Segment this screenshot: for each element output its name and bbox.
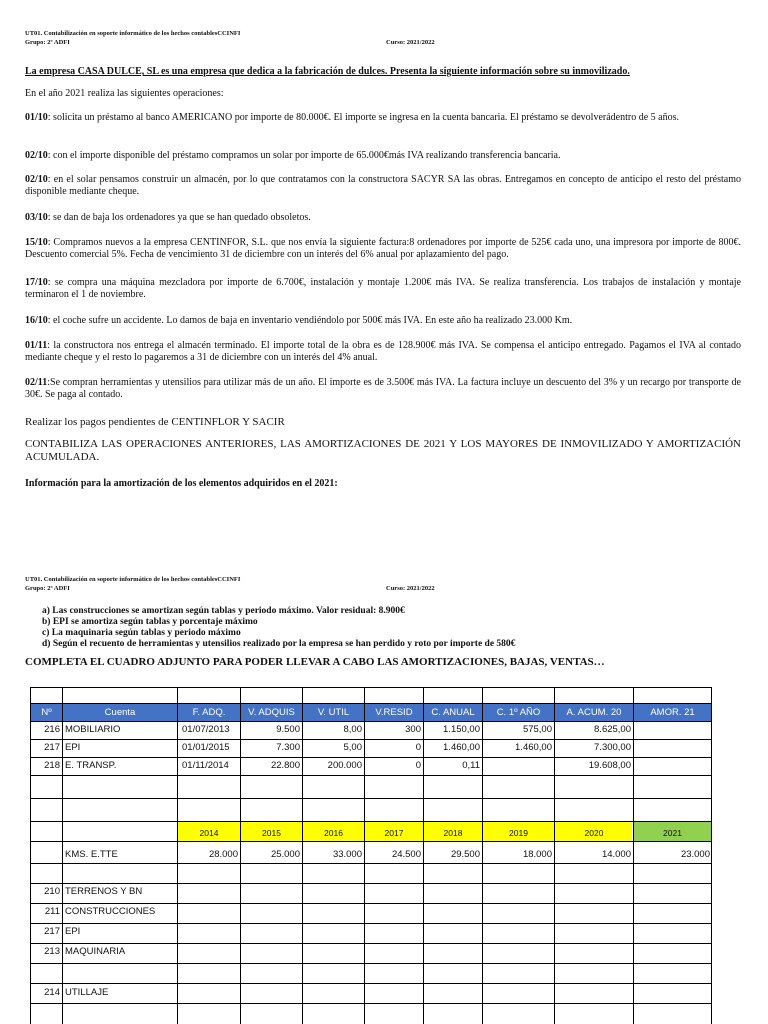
grid-line (30, 703, 712, 704)
intro-text: En el año 2021 realiza las siguientes operaciones: (25, 88, 224, 99)
grid-line (30, 983, 712, 984)
grid-line (30, 687, 31, 1024)
kms-label: KMS. E.TTE (65, 849, 118, 860)
operation-text: : solicita un préstamo al banco AMERICANO por importe de 80.000€. El importe se ingresa en la cuenta bancaria. El préstamo se devolverádentro de 5 años. (47, 112, 679, 123)
operation-3 (25, 174, 741, 197)
kms-cell: 18.000 (522, 849, 552, 860)
account-num: 211 (44, 906, 60, 917)
table-cell: 0 (415, 742, 421, 753)
operation-6 (25, 277, 741, 300)
amort-rule: c) La maquinaria según tablas y periodo máximo (42, 628, 241, 638)
col-header-a-acum: A. ACUM. 20 (566, 707, 622, 718)
grid-line (62, 687, 63, 1024)
operation-5 (25, 237, 741, 260)
col-header-v-resid: V.RESID (375, 707, 413, 718)
col-header-c-anual: C. ANUAL (431, 707, 475, 718)
table-cell: 1.150,00 (443, 724, 480, 735)
year-cell: 2017 (384, 828, 404, 838)
table-cell: 0 (415, 760, 421, 771)
col-header-amor21: AMOR. 21 (650, 707, 695, 718)
operation-text: : con el importe disponible del préstamo compramos un solar por importe de 65.000€más IVA realizando transferencia bancaria. (47, 150, 561, 161)
kms-cell: 24.500 (391, 849, 421, 860)
table-cell: 5,00 (343, 742, 362, 753)
operation-text: : se compra una máquina mezcladora por importe de 6.700€, instalación y montaje 1.200€ más IVA. Se realiza transferencia. Los trabajos de instalación y montaje terminaron el 1 de noviembre. (25, 277, 741, 300)
table-cell: 19.608,00 (588, 760, 631, 771)
operation-text: : la constructora nos entrega el almacén terminado. El importe total de la obra es de 128.900€ más IVA. Se compensa el anticipo entregado. Pagamos el IVA al contado mediante cheque y el resto lo pagaremos a 31 de diciembre con un interés del 4% anual. (25, 340, 741, 363)
table-cell: 01/07/2013 (182, 724, 230, 735)
operation-text: : se dan de baja los ordenadores ya que se han quedado obsoletos. (47, 212, 311, 223)
operation-text: : el coche sufre un accidente. Lo damos de baja en inventario vendiéndolo por 500€ más IVA. En este año ha realizado 23.000 Km. (47, 315, 573, 326)
grid-line (30, 757, 712, 758)
doc-header-curso-p2: Curso: 2021/2022 (386, 585, 435, 592)
kms-cell: 14.000 (601, 849, 631, 860)
table-cell: EPI (65, 742, 81, 753)
table-cell: 7.300 (276, 742, 300, 753)
account-num: 214 (44, 987, 60, 998)
kms-cell: 29.500 (450, 849, 480, 860)
grid-line (30, 841, 712, 842)
operation-text: : Compramos nuevos a la empresa CENTINFOR, S.L. que nos envía la siguiente factura:8 ordenadores por importe de 525€ cada uno, una impresora por importe de 800€. Descuento comercial 5%. Fecha de vencimiento 31 de diciembre con un interés del 6% anual por aplazamiento del pago. (25, 237, 741, 260)
account-num: 217 (44, 926, 60, 937)
grid-line (30, 721, 712, 722)
doc-header-line2: Grupo: 2º ADFI (25, 39, 70, 46)
operation-date: 02/10 (25, 174, 48, 185)
operation-date: 03/10 (25, 212, 48, 223)
amort-rules-list (42, 606, 742, 650)
grid-line (30, 1003, 712, 1004)
kms-cell: 28.000 (208, 849, 238, 860)
amort-rule: b) EPI se amortiza según tablas y porcentaje máximo (42, 617, 258, 627)
operation-4 (25, 212, 741, 224)
table-cell: 22.800 (270, 760, 300, 771)
account-num: 210 (44, 886, 60, 897)
amort-rule: d) Según el recuento de herramientas y utensilios realizado por la empresa se han perdido y roto por importe de 580€ (42, 639, 516, 649)
account-name: TERRENOS Y BN (65, 886, 143, 897)
grid-line (30, 798, 712, 799)
grid-line (30, 821, 712, 822)
operation-2 (25, 150, 741, 162)
pagos-text: Realizar los pagos pendientes de CENTINFLOR Y SACIR (25, 416, 285, 428)
doc-title: La empresa CASA DULCE, SL es una empresa que dedica a la fabricación de dulces. Presenta la siguiente información sobre su inmovilizado. (25, 66, 630, 77)
grid-line (30, 775, 712, 776)
table-cell: 217 (44, 742, 60, 753)
col-header-f-adq: F. ADQ. (192, 707, 226, 718)
table-cell: 200.000 (327, 760, 362, 771)
table-cell: E. TRANSP. (65, 760, 117, 771)
operation-text: :Se compran herramientas y utensilios para utilizar más de un año. El importe es de 3.500€ más IVA. La factura incluye un descuento del 3% y un recargo por transporte de 30€. Se paga al contado. (25, 377, 741, 400)
year-cell: 2019 (509, 828, 528, 838)
operation-9 (25, 377, 741, 400)
table-cell: 9.500 (276, 724, 300, 735)
col-header-c-primer-ano: C. 1º AÑO (496, 707, 541, 718)
operation-date: 02/11 (25, 377, 48, 388)
table-cell: 01/01/2015 (182, 742, 230, 753)
grid-line (30, 687, 712, 688)
table-cell: 1.460,00 (515, 742, 552, 753)
table-cell: 1.460,00 (443, 742, 480, 753)
doc-header-line1: UT01. Contabilización en soporte informático de los hechos contablesCCINFI (25, 30, 241, 37)
table-cell: 8.625,00 (594, 724, 631, 735)
account-num: 213 (44, 946, 60, 957)
grid-line (30, 863, 712, 864)
table-cell: 7.300,00 (594, 742, 631, 753)
kms-cell: 25.000 (270, 849, 300, 860)
table-cell: 300 (405, 724, 421, 735)
col-header-v-util: V. UTIL (317, 707, 350, 718)
grid-line (30, 963, 712, 964)
grid-line (30, 903, 712, 904)
operation-date: 17/10 (25, 277, 48, 288)
year-cell: 2014 (199, 828, 219, 838)
grid-line (30, 739, 712, 740)
year-cell: 2021 (663, 828, 682, 838)
table-cell: 218 (44, 760, 60, 771)
completa-instruction: COMPLETA EL CUADRO ADJUNTO PARA PODER LLEVAR A CABO LAS AMORTIZACIONES, BAJAS, VENTAS… (25, 656, 605, 668)
account-name: UTILLAJE (65, 987, 109, 998)
account-name: CONSTRUCCIONES (65, 906, 156, 917)
year-cell: 2018 (443, 828, 463, 838)
contabiliza-text: CONTABILIZA LAS OPERACIONES ANTERIORES, LAS AMORTIZACIONES DE 2021 Y LOS MAYORES DE INMOVILIZADO Y AMORTIZACIÓN ACUMULADA. (25, 438, 741, 463)
doc-header-line2-p2: Grupo: 2º ADFI (25, 585, 70, 592)
year-cell: 2016 (324, 828, 343, 838)
col-header-cuenta: Cuenta (104, 707, 136, 718)
kms-cell: 23.000 (680, 849, 710, 860)
info-amort-heading: Información para la amortización de los elementos adquiridos en el 2021: (25, 478, 338, 489)
table-cell: MOBILIARIO (65, 724, 121, 735)
table-cell: 575,00 (522, 724, 552, 735)
operation-date: 15/10 (25, 237, 48, 248)
table-cell: 0,11 (462, 760, 480, 771)
col-header-v-adquis: V. ADQUIS (248, 707, 295, 718)
table-cell: 01/11/2014 (182, 760, 229, 771)
operation-1 (25, 112, 741, 124)
grid-line (30, 943, 712, 944)
operation-date: 01/11 (25, 340, 48, 351)
table-cell: 216 (44, 724, 60, 735)
amort-rule: a) Las construcciones se amortizan según tablas y periodo máximo. Valor residual: 8.900€ (42, 606, 405, 616)
operation-date: 01/10 (25, 112, 48, 123)
year-cell: 2015 (262, 828, 281, 838)
year-cell: 2020 (584, 828, 604, 838)
grid-line (711, 687, 712, 1024)
amortization-table (30, 687, 712, 1024)
table-cell: 8,00 (343, 724, 362, 735)
operation-date: 02/10 (25, 150, 48, 161)
operation-7 (25, 315, 741, 327)
col-header-num: Nº (41, 707, 52, 718)
doc-header-line1-p2: UT01. Contabilización en soporte informático de los hechos contablesCCINFI (25, 576, 241, 583)
account-name: EPI (65, 926, 81, 937)
account-name: MAQUINARIA (65, 946, 126, 957)
kms-cell: 33.000 (332, 849, 362, 860)
doc-header-curso: Curso: 2021/2022 (386, 39, 435, 46)
grid-line (30, 883, 712, 884)
grid-line (30, 923, 712, 924)
operation-8 (25, 340, 741, 363)
operation-date: 16/10 (25, 315, 48, 326)
operation-text: : en el solar pensamos construir un almacén, por lo que contratamos con la constructora SACYR SA las obras. Entregamos en concepto de anticipo el resto del préstamo disponible mediante cheque. (25, 174, 741, 197)
